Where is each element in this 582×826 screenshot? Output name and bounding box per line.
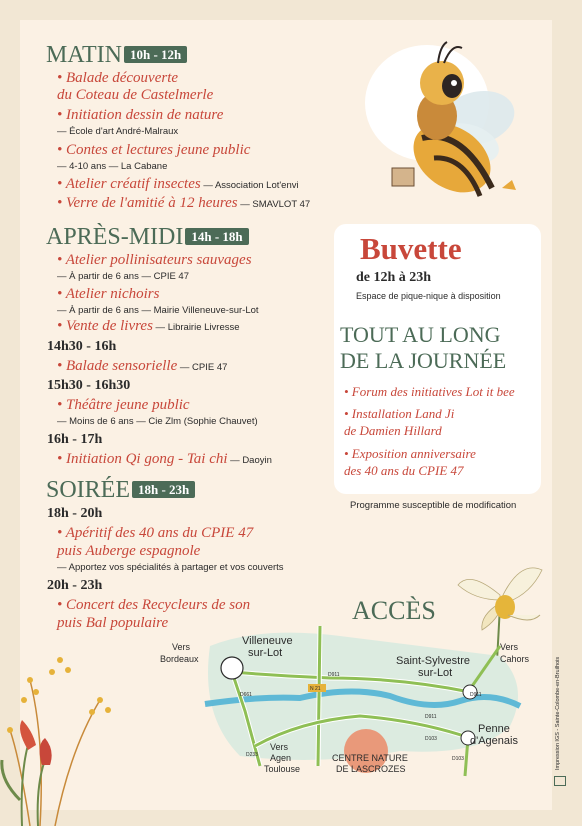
apm-timed-event-3-org: — Daoyin <box>227 455 272 466</box>
map-road-d661: D661 <box>240 692 252 698</box>
map-road-d103: D103 <box>425 736 437 742</box>
bee-illustration <box>352 38 537 208</box>
map-label-bordeaux-2: Bordeaux <box>160 654 199 664</box>
map-road-n21: N 21 <box>310 686 321 692</box>
matin-event-4-title: • Atelier créatif insectes <box>57 176 201 192</box>
apm-event-1: • Atelier pollinisateurs sauvages <box>57 252 252 268</box>
map-road-d103b: D103 <box>452 756 464 762</box>
apm-event-3 <box>57 318 240 336</box>
apm-timed-event-1-org: — CPIE 47 <box>177 362 228 373</box>
buvette-hours: de 12h à 23h <box>356 270 432 285</box>
map-label-cahors: Vers <box>500 642 519 652</box>
map-label-bordeaux: Vers <box>172 642 191 652</box>
soiree-time-2: 20h - 23h <box>47 578 103 593</box>
map-label-cahors-2: Cahors <box>500 654 530 664</box>
print-logo-icon <box>554 776 566 786</box>
journee-item-1: • Forum des initiatives Lot it bee <box>344 384 515 399</box>
apm-timed-event-2-sub: — Moins de 6 ans — Cie Zlm (Sophie Chauvet) <box>57 416 258 427</box>
apm-timed-event-1-title: • Balade sensorielle <box>57 358 178 374</box>
matin-event-2-sub: — École d'art André-Malraux <box>57 126 179 137</box>
matin-event-4 <box>57 176 299 194</box>
apm-event-1-sub: — À partir de 6 ans — CPIE 47 <box>57 271 190 282</box>
apm-event-3-org: — Librairie Livresse <box>152 322 240 333</box>
journee-title-2: DE LA JOURNÉE <box>340 348 507 373</box>
journee-item-2: • Installation Land Ji <box>344 406 455 421</box>
map-label-centre-2: DE LASCROZES <box>336 764 406 774</box>
grass-flowers-illustration <box>0 560 140 826</box>
apres-midi-title: APRÈS-MIDI <box>46 224 184 250</box>
journee-item-3-line2: des 40 ans du CPIE 47 <box>344 463 464 478</box>
map-label-ss-2: sur-Lot <box>418 667 453 679</box>
journee-title-1: TOUT AU LONG <box>340 322 501 347</box>
apres-midi-heading <box>46 225 249 249</box>
map-road-d911b: D911 <box>425 714 437 720</box>
apm-event-2-sub: — À partir de 6 ans — Mairie Villeneuve-sur-Lot <box>57 305 259 316</box>
apm-timed-event-3 <box>57 451 272 469</box>
map-label-centre: CENTRE NATURE <box>332 753 408 763</box>
apm-event-3-title: • Vente de livres <box>57 318 153 334</box>
buvette-title: Buvette <box>360 231 462 266</box>
soiree-heading <box>46 478 195 502</box>
credit-container <box>555 640 567 770</box>
soiree-event-1-line2: puis Auberge espagnole <box>57 543 201 559</box>
matin-title: MATIN <box>46 42 122 68</box>
matin-event-5-title: • Verre de l'amitié à 12 heures <box>57 195 238 211</box>
apm-timed-event-3-title: • Initiation Qi gong - Tai chi <box>57 451 228 467</box>
acces-title: ACCÈS <box>352 596 436 625</box>
apres-midi-hours-badge: 14h - 18h <box>185 228 248 245</box>
map-label-agen-3: Toulouse <box>264 764 301 774</box>
apm-timed-event-2: • Théâtre jeune public <box>57 397 190 413</box>
apm-time-1: 14h30 - 16h <box>47 339 117 354</box>
map-road-d233: D233 <box>246 752 258 758</box>
apm-event-2: • Atelier nichoirs <box>57 286 160 302</box>
matin-event-3-sub: — 4-10 ans — La Cabane <box>57 161 168 172</box>
matin-event-4-org: — Association Lot'envi <box>200 180 299 191</box>
map-label-villeneuve: Villeneuve <box>242 635 293 647</box>
apm-time-3: 16h - 17h <box>47 432 103 447</box>
soiree-hours-badge: 18h - 23h <box>132 481 195 498</box>
matin-event-5-org: — SMAVLOT 47 <box>237 199 311 210</box>
soiree-event-1-sub: — Apportez vos spécialités à partager et vos couverts <box>57 562 284 573</box>
matin-hours-badge: 10h - 12h <box>124 46 187 63</box>
journee-item-2-line2: de Damien Hillard <box>344 423 442 438</box>
journee-item-3: • Exposition anniversaire <box>344 446 476 461</box>
map-label-agen-2: Agen <box>270 753 292 763</box>
map-label-ss: Saint-Sylvestre <box>396 655 470 667</box>
map-label-penne-2: d'Agenais <box>470 735 518 747</box>
apm-timed-event-1 <box>57 358 227 376</box>
matin-heading <box>46 43 187 67</box>
soiree-event-2-line2: puis Bal populaire <box>57 615 169 631</box>
soiree-time-1: 18h - 20h <box>47 506 103 521</box>
modification-note: Programme susceptible de modification <box>350 500 517 511</box>
print-credit: Impression IGS - Sainte-Colombe-en-Bruilhois <box>555 656 561 770</box>
apm-time-2: 15h30 - 16h30 <box>47 378 131 393</box>
map-road-d911c: D911 <box>470 692 482 698</box>
map-label-agen: Vers <box>270 742 289 752</box>
map-label-villeneuve-2: sur-Lot <box>248 647 283 659</box>
matin-event-5 <box>57 195 310 213</box>
access-map <box>160 626 530 776</box>
buvette-note: Espace de pique-nique à disposition <box>356 291 501 301</box>
matin-event-1: • Balade découverte <box>57 70 179 86</box>
matin-event-2: • Initiation dessin de nature <box>57 107 224 123</box>
matin-event-3: • Contes et lectures jeune public <box>57 142 251 158</box>
soiree-title: SOIRÉE <box>46 477 130 503</box>
soiree-event-1: • Apéritif des 40 ans du CPIE 47 <box>57 525 254 541</box>
map-label-penne: Penne <box>478 723 510 735</box>
soiree-event-2: • Concert des Recycleurs de son <box>57 597 251 613</box>
matin-event-1-line2: du Coteau de Castelmerle <box>57 87 214 103</box>
map-road-d911a: D911 <box>328 672 340 678</box>
